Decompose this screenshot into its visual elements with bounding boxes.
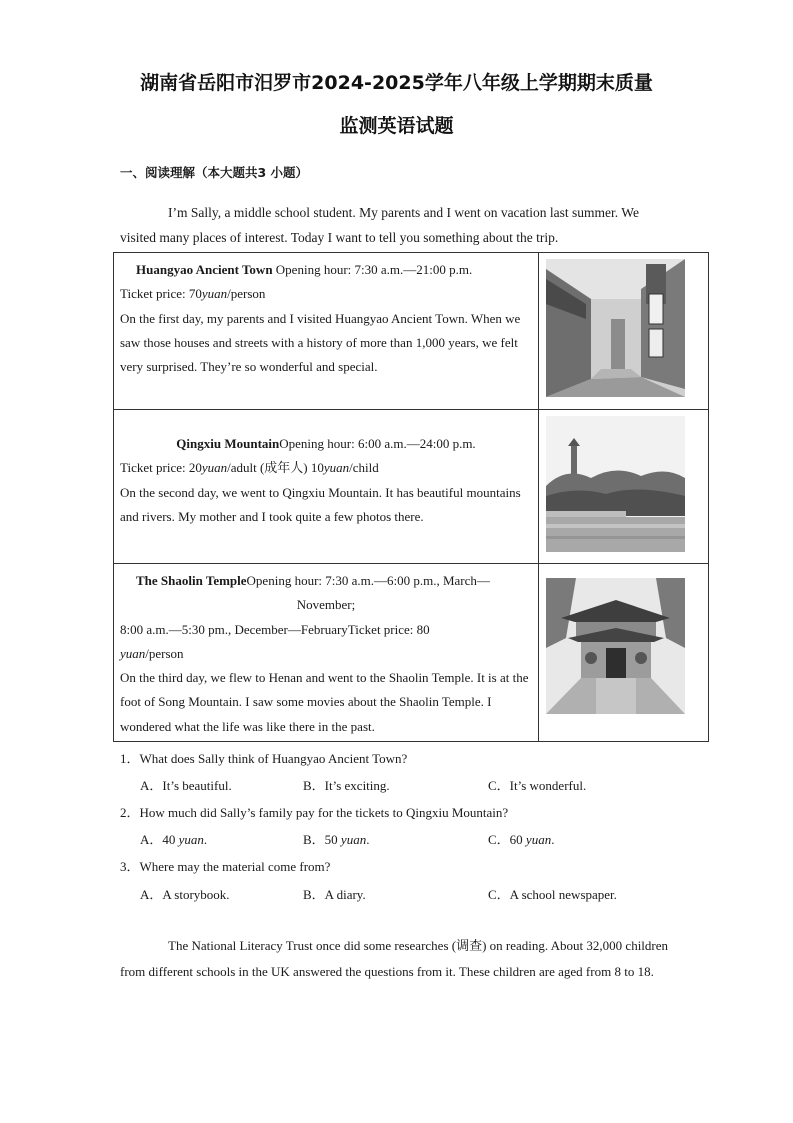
option-1c: C．It’s wonderful.: [488, 778, 587, 793]
place-description: On the third day, we flew to Henan and went to the Shaolin Temple. It is at the foot of Song Mountain. I saw some movies about the Shaolin Temple. I wondered what the life was like there in the past.: [120, 670, 529, 734]
photo-cell: [539, 410, 709, 564]
table-row: [114, 564, 709, 742]
place-name: The Shaolin Temple: [136, 573, 247, 588]
table-row: [114, 410, 709, 564]
option-1a: A．It’s beautiful.: [140, 778, 232, 793]
option-1b: B．It’s exciting.: [303, 778, 390, 793]
option-3a: A．A storybook.: [140, 887, 230, 902]
place-text-cell: [114, 564, 539, 742]
intro-paragraph: I’m Sally, a middle school student. My parents and I went on vacation last summer. We visited many places of interest. Today I want to tell you something about the trip.: [120, 205, 639, 245]
place-name: Huangyao Ancient Town: [136, 262, 273, 277]
place-text-cell: [114, 410, 539, 564]
option-3b: B．A diary.: [303, 887, 366, 902]
option-2a: A．40 yuan.: [140, 832, 208, 847]
ticket-price: yuan/person: [120, 645, 184, 661]
exam-title-line1: 湖南省岳阳市汨罗市2024-2025学年八年级上学期期末质量: [140, 72, 653, 94]
section-heading-reading: 一、阅读理解（本大题共3 小题）: [120, 165, 309, 180]
option-2b: B．50 yuan.: [303, 832, 370, 847]
opening-hours-line2: November;: [296, 597, 356, 613]
photo-cell: [539, 253, 709, 410]
option-3c: C．A school newspaper.: [488, 887, 617, 902]
place-name: Qingxiu Mountain: [176, 436, 280, 451]
opening-hours: Opening hour: 6:00 a.m.—24:00 p.m.: [279, 436, 476, 451]
opening-hours-line3: 8:00 a.m.—5:30 pm., December—FebruaryTicket price: 80: [120, 621, 430, 637]
question-3: 3．Where may the material come from?: [120, 859, 331, 874]
opening-hours: Opening hour: 7:30 a.m.—21:00 p.m.: [272, 262, 473, 277]
opening-hours: Opening hour: 7:30 a.m.—6:00 p.m., March—: [246, 573, 490, 588]
ticket-price: Ticket price: 20yuan/adult (成年人) 10yuan/child: [120, 460, 379, 476]
question-1: 1．What does Sally think of Huangyao Ancient Town?: [120, 751, 408, 766]
place-text-cell: [114, 253, 539, 410]
ancient-town-photo: [546, 259, 685, 397]
ticket-price: Ticket price: 70yuan/person: [120, 286, 266, 302]
temple-photo: [546, 578, 685, 714]
mountain-lake-photo: [546, 416, 685, 552]
place-description: On the second day, we went to Qingxiu Mountain. It has beautiful mountains and rivers. My mother and I took quite a few photos there.: [120, 484, 521, 524]
place-description: On the first day, my parents and I visited Huangyao Ancient Town. When we saw those houses and streets with a history of more than 1,000 years, we felt very surprised. They’re so wonderful and special.: [120, 310, 521, 375]
option-2c: C．60 yuan.: [488, 832, 555, 847]
places-table: [113, 252, 709, 742]
exam-title-line2: 监测英语试题: [339, 115, 454, 137]
photo-cell: [539, 564, 709, 742]
question-2: 2．How much did Sally’s family pay for the tickets to Qingxiu Mountain?: [120, 805, 509, 820]
passage-2-paragraph: The National Literacy Trust once did some researches (调查) on reading. About 32,000 children from different schools in the UK answered the questions from it. These children are aged from 8 to 18.: [120, 938, 669, 979]
table-row: [114, 253, 709, 410]
